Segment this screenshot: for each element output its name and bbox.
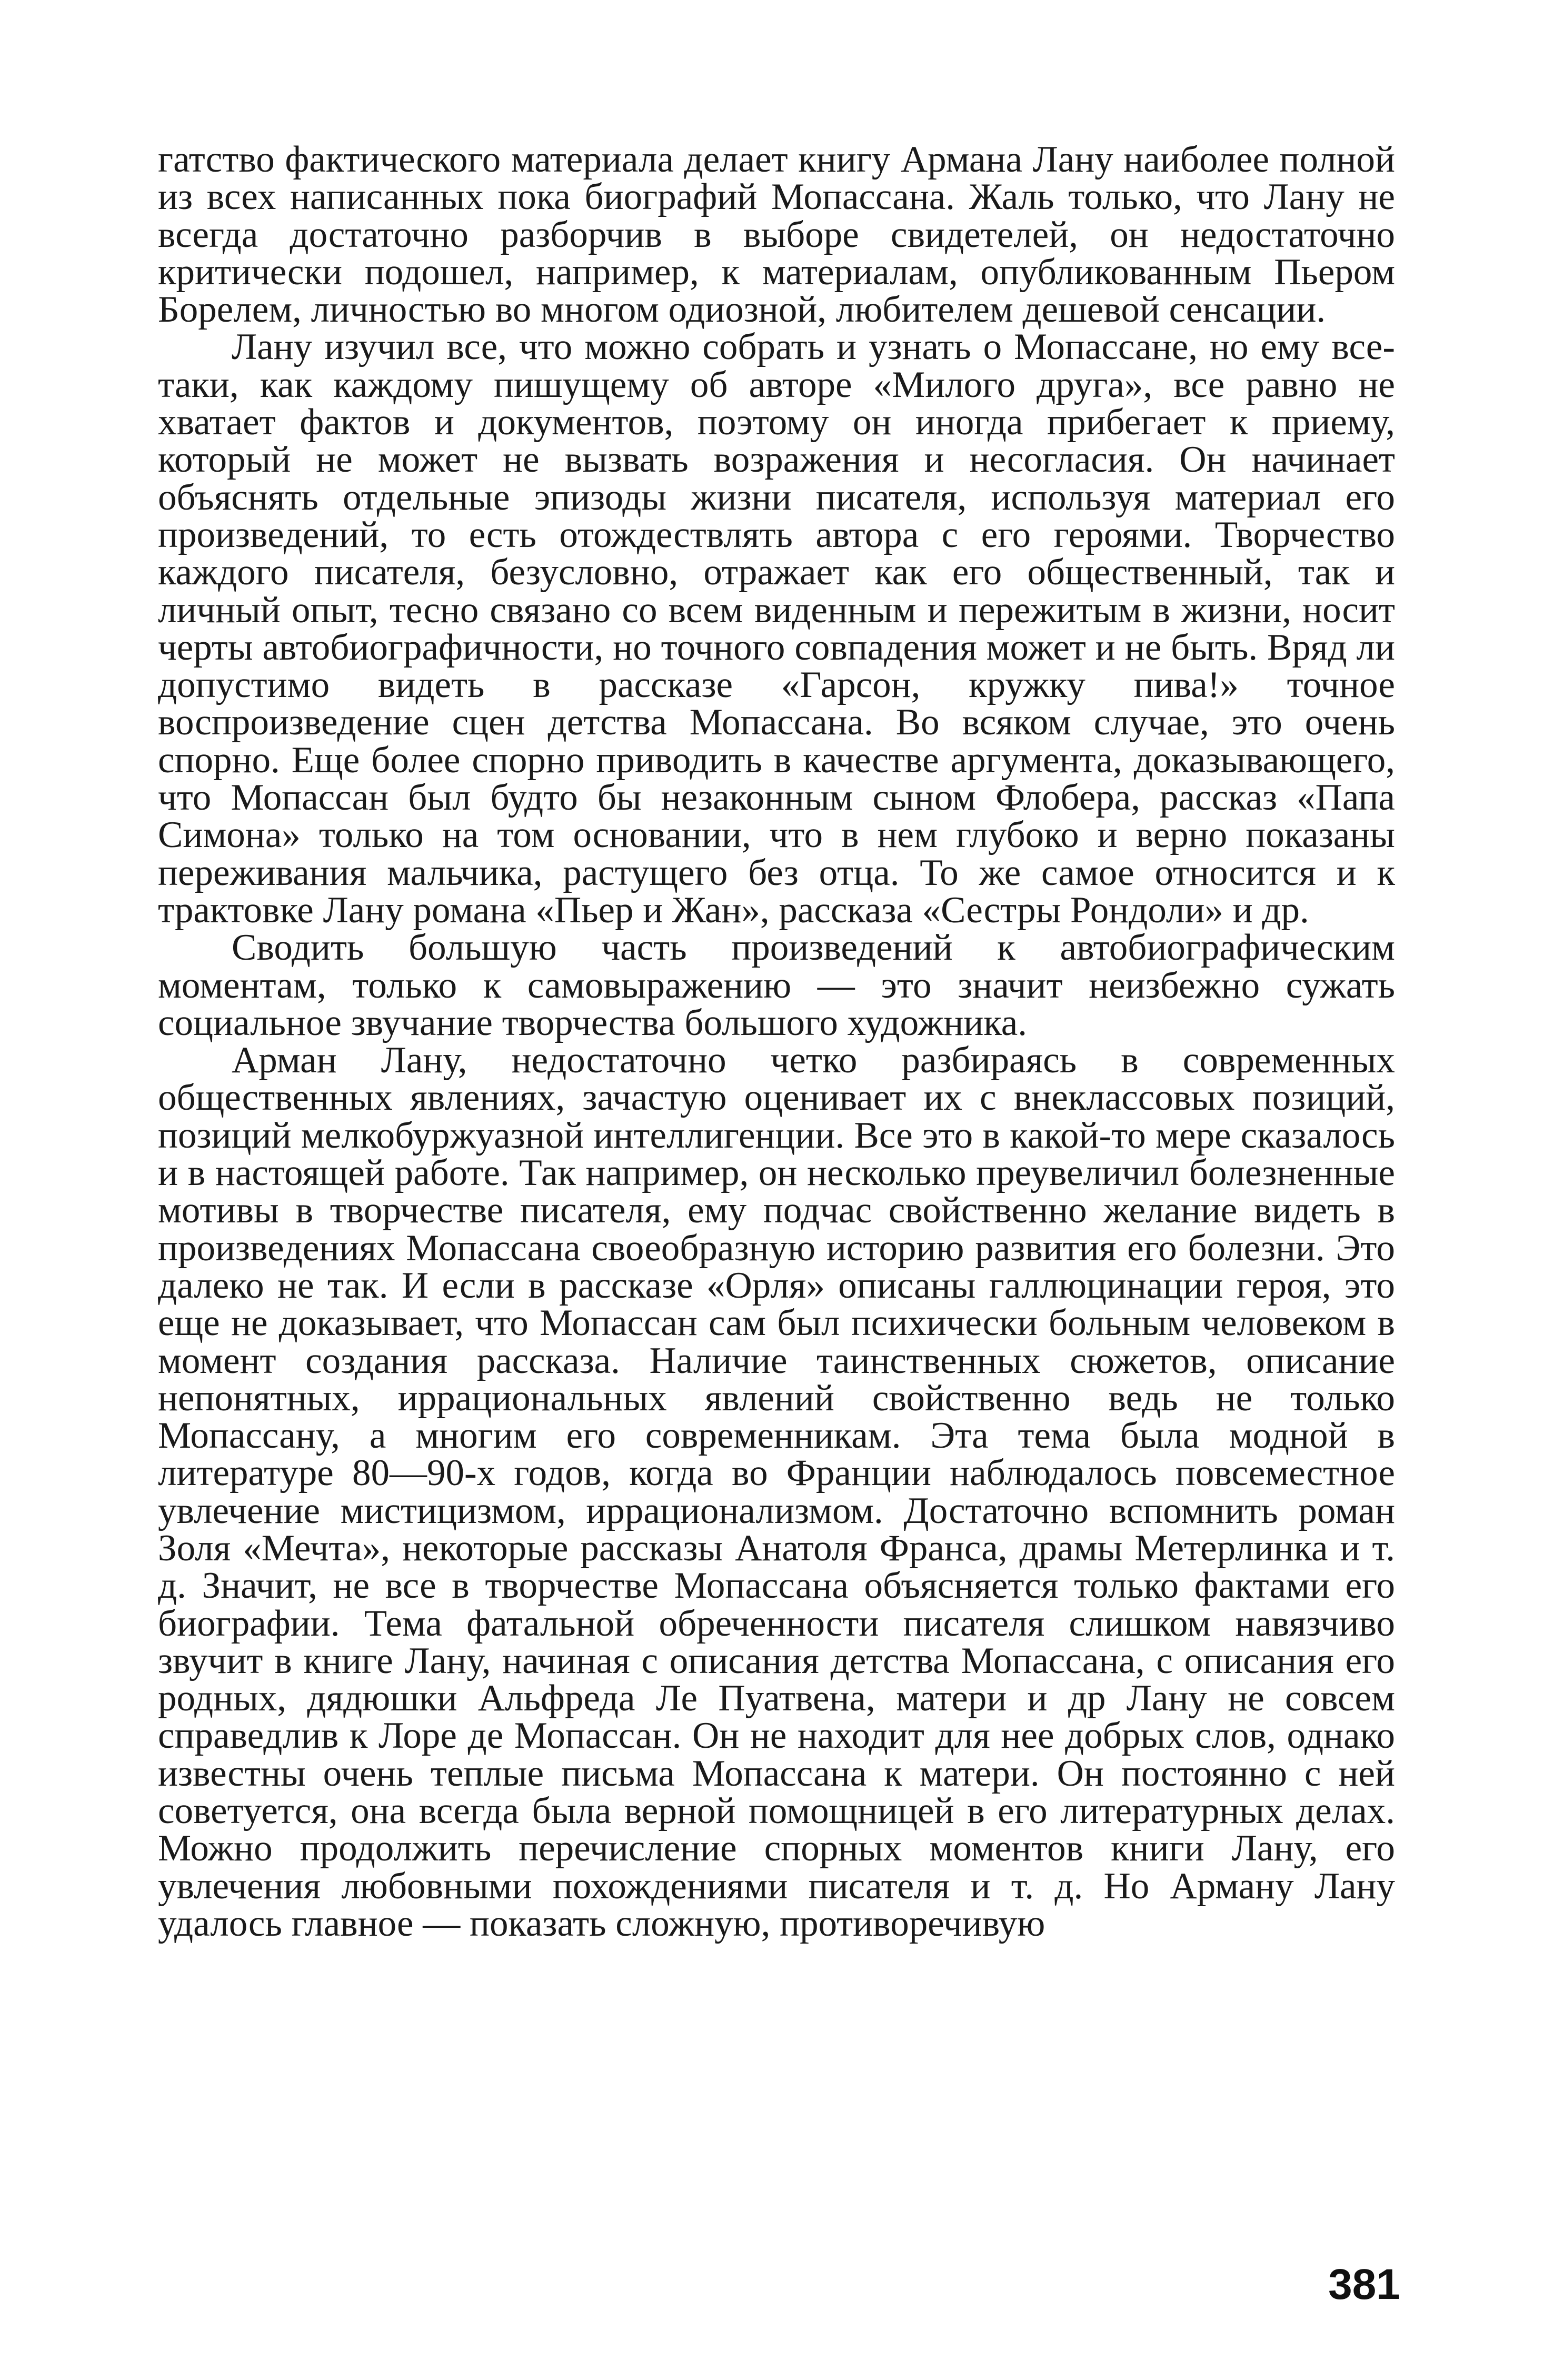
body-text <box>158 141 1395 1943</box>
paragraph: Сводить большую часть произведений к автобиографическим моментам, только к самовыражению — это значит неизбежно сужать социальное звучание творчества большого художника. <box>158 927 1395 1043</box>
paragraph: Арман Лану, недостаточно четко разбираясь в современных общественных явлениях, зачастую оценивает их с внеклассовых позиций, позиций мелкобуржуазной интеллигенции. Все это в какой-то мере сказалось и в настоящей работе. Так например, он несколько преувеличил болезненные мотивы в творчестве писателя, ему подчас свойственно желание видеть в произведениях Мопассана своеобразную историю развития его болезни. Это далеко не так. И если в рассказе «Орля» описаны галлюцинации героя, это еще не доказывает, что Мопассан сам был психически больным человеком в момент создания рассказа. Наличие таинственных сюжетов, описание непонятных, иррациональных явлений свойственно ведь не только Мопассану, а многим его современникам. Эта тема была модной в литературе 80—90-х годов, когда во Франции наблюдалось повсеместное увлечение мистицизмом, иррационализмом. Достаточно вспомнить роман Золя «Мечта», некоторые рассказы Анатоля Франса, драмы Метерлинка и т. д. Значит, не все в творчестве Мопассана объясняется только фактами его биографии. Тема фатальной обреченности писателя слишком навязчиво звучит в книге Лану, начиная с описания детства Мопассана, с описания его родных, дядюшки Альфреда Ле Пуатвена, матери и др Лану не совсем справедлив к Лоре де Мопассан. Он не находит для нее добрых слов, однако известны очень теплые письма Мопассана к матери. Он постоянно с ней советуется, она всегда была верной помощницей в его литературных делах. Можно продолжить перечисление спорных моментов книги Лану, его увлечения любовными похождениями писателя и т. д. Но Арману Лану удалось главное — показать сложную, противоречивую <box>158 1040 1395 1944</box>
paragraph: Лану изучил все, что можно собрать и узнать о Мопассане, но ему все-таки, как каждому пишущему об авторе «Милого друга», все равно не хватает фактов и документов, поэтому он иногда прибегает к приему, который не может не вызвать возражения и несогласия. Он начинает объяснять отдельные эпизоды жизни писателя, используя материал его произведений, то есть отождествлять автора с его героями. Творчество каждого писателя, безусловно, отражает как его общественный, так и личный опыт, тесно связано со всем виденным и пережитым в жизни, носит черты автобиографичности, но точного совпадения может и не быть. Вряд ли допустимо видеть в рассказе «Гарсон, кружку пива!» точное воспроизведение сцен детства Мопассана. Во всяком случае, это очень спорно. Еще более спорно приводить в качестве аргумента, доказывающего, что Мопассан был будто бы незаконным сыном Флобера, рассказ «Папа Симона» только на том основании, что в нем глубоко и верно показаны переживания мальчика, растущего без отца. То же самое относится и к трактовке Лану романа «Пьер и Жан», рассказа «Сестры Рондоли» и др. <box>158 326 1395 931</box>
paragraph: гатство фактического материала делает книгу Армана Лану наиболее полной из всех написанных пока биографий Мопассана. Жаль только, что Лану не всегда достаточно разборчив в выборе свидетелей, он недостаточно критически подошел, например, к материалам, опубликованным Пьером Борелем, личностью во многом одиозной, любителем дешевой сенсации. <box>158 139 1395 331</box>
page-number: 381 <box>1328 2260 1400 2308</box>
